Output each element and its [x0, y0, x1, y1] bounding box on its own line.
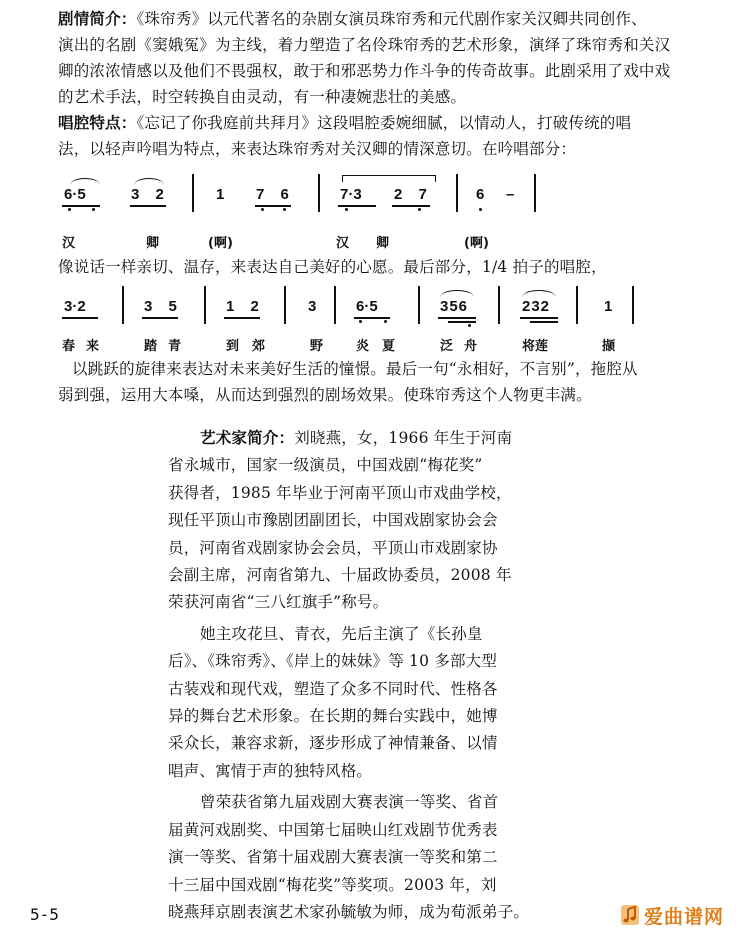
- note: 1: [604, 298, 613, 315]
- slur: [70, 178, 100, 185]
- bar-line: [204, 286, 206, 324]
- note: 6·5: [356, 298, 378, 315]
- bar-line: [576, 286, 578, 324]
- note: 6: [476, 186, 485, 203]
- bio-line: 获得者，1985 年毕业于河南平顶山市戏曲学校，: [168, 483, 512, 502]
- bio-line: 晓燕拜京剧表演艺术家孙毓敏为师，成为荀派弟子。: [168, 902, 530, 921]
- note: 3 2: [131, 186, 170, 203]
- beat-underline: [130, 205, 166, 207]
- bio-line: 会副主席，河南省第九、十届政协委员，2008 年: [168, 566, 512, 585]
- slur: [440, 290, 474, 297]
- octave-dot: [92, 208, 95, 211]
- note: 6·5: [64, 186, 86, 203]
- bio-line: 演一等奖、省第十届戏剧大赛表演一等奖和第二: [168, 848, 498, 867]
- plot-line: 的艺术手法，时空转换自由灵动，有一种凄婉悲壮的美感。: [58, 88, 467, 106]
- lyric: 卿: [146, 236, 160, 251]
- note: 2 7: [394, 186, 433, 203]
- octave-dot: [359, 320, 362, 323]
- beat-underline: [255, 205, 291, 207]
- singing-line: 法，以轻声吟唱为特点，来表达珠帘秀对关汉卿的情深意切。在吟唱部分：: [58, 140, 577, 158]
- beat-underline: [438, 317, 476, 319]
- ending-paragraph: [58, 356, 638, 408]
- bar-line: [418, 286, 420, 324]
- octave-dot: [384, 320, 387, 323]
- lyric: 泛: [440, 339, 454, 354]
- bar-line: [122, 286, 124, 324]
- plot-line: 卿的浓浓情感以及他们不畏强权，敢于和邪恶势力作斗争的传奇故事。此剧采用了戏中戏: [58, 62, 671, 80]
- bio-line: 古装戏和现代戏，塑造了众多不同时代、性格各: [168, 679, 498, 698]
- note: 1: [216, 186, 225, 203]
- beat-underline: [448, 321, 476, 323]
- bio-line: 曾荣获省第九届戏剧大赛表演一等奖、省首: [200, 793, 499, 812]
- note: 3 5: [144, 298, 183, 315]
- lyric: 卿: [376, 236, 390, 251]
- singing-line: 《忘记了你我庭前共拜月》这段唱腔委婉细腻，以情动人，打破传统的唱: [136, 114, 632, 132]
- octave-dot: [468, 324, 471, 327]
- note: 1 2: [226, 298, 265, 315]
- bio-line: 刘晓燕，女，1966 年生于河南: [294, 429, 513, 447]
- lyric: 野: [310, 339, 324, 354]
- note: 232: [522, 298, 551, 315]
- lyric: 春: [62, 339, 76, 354]
- beat-underline: [520, 317, 558, 319]
- lyric: 郊: [252, 339, 266, 354]
- lyric: 撷: [602, 339, 616, 354]
- ending-line: 以跳跃的旋律来表达对未来美好生活的憧憬。最后一句“永相好，不言别”，拖腔从: [72, 360, 638, 378]
- notation-staff-1: [58, 172, 558, 217]
- middle-line: 像说话一样亲切、温存，来表达自己美好的心愿。最后部分，1/4 拍子的唱腔，: [58, 258, 607, 276]
- singing-label: 唱腔特点：: [58, 114, 137, 132]
- lyric: 舟: [464, 339, 478, 354]
- beat-underline: [224, 317, 260, 319]
- beat-underline: [392, 205, 430, 207]
- octave-dot: [479, 208, 482, 211]
- ending-line: 弱到强，运用大本嗓，从而达到强烈的剧场效果。使珠帘秀这个人物更丰满。: [58, 386, 592, 404]
- watermark-text: 爱曲谱网: [644, 905, 725, 928]
- bio-line: 届黄河戏剧奖、中国第七届映山红戏剧节优秀表: [168, 820, 498, 839]
- plot-label: 剧情简介：: [58, 10, 137, 28]
- lyric: (啊): [208, 236, 233, 251]
- lyric: 汉: [336, 236, 350, 251]
- bio-line: 异的舞台艺术形象。在长期的舞台实践中，她博: [168, 707, 498, 726]
- bio-line: 荣获河南省“三八红旗手”称号。: [168, 593, 389, 612]
- notation-staff-2: [58, 284, 638, 329]
- beat-underline: [62, 317, 98, 319]
- slur: [522, 290, 556, 297]
- lyric: 汉: [62, 236, 76, 251]
- plot-line: 《珠帘秀》以元代著名的杂剧女演员珠帘秀和元代剧作家关汉卿共同创作、: [136, 10, 647, 28]
- slur: [134, 178, 164, 185]
- lyric: 到: [226, 339, 240, 354]
- lyric: 炎: [356, 339, 370, 354]
- lyrics-row-2: [0, 335, 750, 355]
- octave-dot: [418, 208, 421, 211]
- note: 7·3: [340, 186, 362, 203]
- bio-line: 省永城市，国家一级演员，中国戏剧“梅花奖”: [168, 456, 483, 475]
- beat-underline: [142, 317, 178, 319]
- artist-label: 艺术家简介：: [200, 429, 295, 447]
- beat-underline: [530, 321, 558, 323]
- lyric: 夏: [382, 339, 396, 354]
- bar-line: [334, 286, 336, 324]
- bar-line: [192, 174, 194, 212]
- slur-bracket: [342, 175, 436, 182]
- bar-line: [498, 286, 500, 324]
- beat-underline: [354, 317, 390, 319]
- middle-text: [58, 254, 607, 280]
- octave-dot: [68, 208, 71, 211]
- plot-synopsis: [58, 6, 670, 110]
- lyric: 青: [168, 339, 182, 354]
- bar-line: [318, 174, 320, 212]
- note: 3: [308, 298, 317, 315]
- lyric: (啊): [464, 236, 489, 251]
- note: 3·2: [64, 298, 86, 315]
- octave-dot: [261, 208, 264, 211]
- note: 356: [440, 298, 469, 315]
- note: –: [506, 186, 515, 203]
- artist-bio: [168, 425, 529, 926]
- bio-line: 采众长，兼容求新，逐步形成了神情兼备、以情: [168, 734, 498, 753]
- music-note-icon: [620, 904, 640, 926]
- site-watermark: [620, 902, 724, 928]
- singing-features: [58, 110, 631, 162]
- note: 7 6: [256, 186, 295, 203]
- bio-line: 现任平顶山市豫剧团副团长，中国戏剧家协会会: [168, 511, 498, 530]
- beat-underline: [338, 205, 376, 207]
- bio-line: 员，河南省戏剧家协会会员，平顶山市戏剧家协: [168, 538, 498, 557]
- bio-line: 唱声、寓情于声的独特风格。: [168, 761, 373, 780]
- bar-line: [632, 286, 634, 324]
- bar-line: [284, 286, 286, 324]
- octave-dot: [283, 208, 286, 211]
- octave-dot: [345, 208, 348, 211]
- lyrics-row-1: [0, 232, 750, 252]
- plot-line: 演出的名剧《窦娥冤》为主线，着力塑造了名伶珠帘秀的艺术形象，演绎了珠帘秀和关汉: [58, 36, 671, 54]
- bio-line: 十三届中国戏剧“梅花奖”等奖项。2003 年，刘: [168, 875, 497, 894]
- bar-line: [534, 174, 536, 212]
- bio-line: 她主攻花旦、青衣，先后主演了《长孙皇: [200, 624, 483, 643]
- bio-line: 后》、《珠帘秀》、《岸上的妹妹》等 10 多部大型: [168, 652, 498, 671]
- page-number: 5-5: [30, 905, 59, 924]
- lyric: 来: [86, 339, 100, 354]
- lyric: 将莲: [522, 339, 549, 354]
- beat-underline: [62, 205, 100, 207]
- bar-line: [456, 174, 458, 212]
- lyric: 踏: [144, 339, 158, 354]
